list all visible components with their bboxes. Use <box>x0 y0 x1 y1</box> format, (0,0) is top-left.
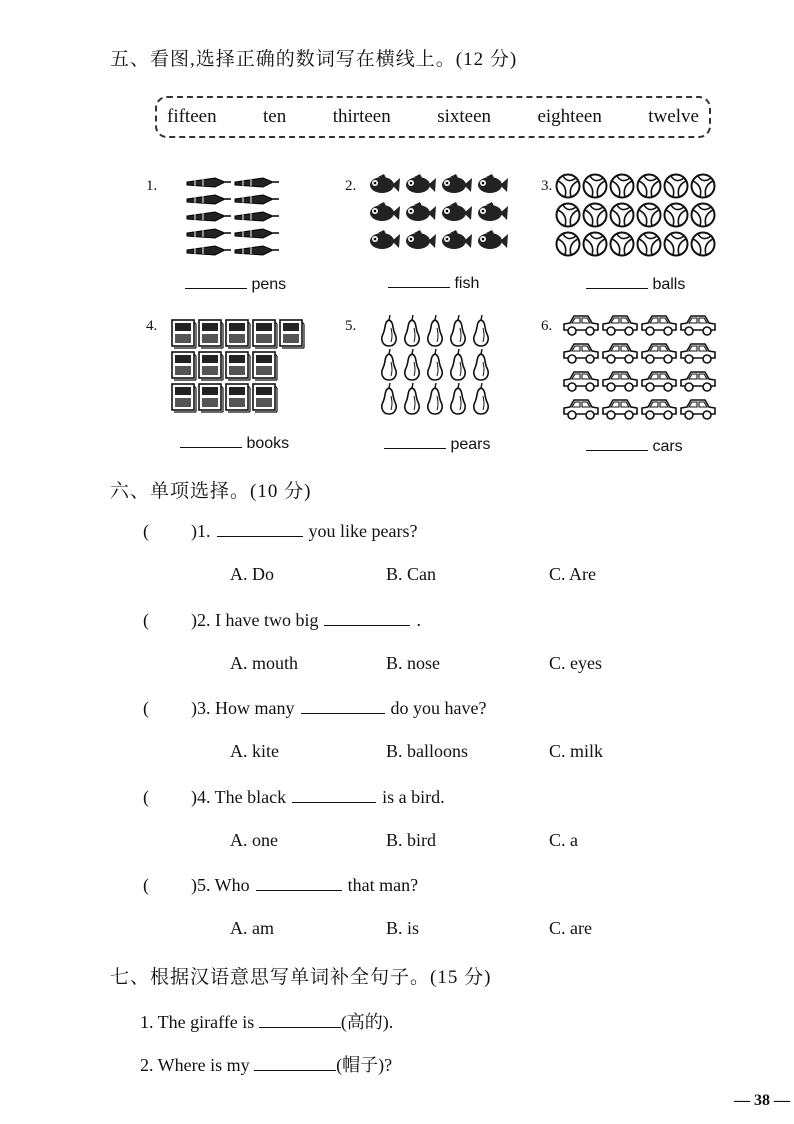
fish-icon <box>406 230 436 249</box>
car-icon <box>642 400 676 419</box>
blank[interactable] <box>254 1054 336 1071</box>
book-icon <box>172 352 196 380</box>
car-icon <box>642 316 676 335</box>
page-number: — 38 — <box>734 1092 790 1109</box>
pear-icon <box>451 383 465 414</box>
answer-paren-open[interactable]: ( <box>143 875 149 895</box>
answer-paren-close: ) <box>191 609 197 630</box>
volleyball-icon <box>638 175 661 198</box>
car-icon <box>564 372 598 391</box>
car-icon <box>681 400 715 419</box>
section-6-title: 六、单项选择。(10 分) <box>110 481 312 502</box>
sentence-start: 1. The giraffe is <box>140 1012 255 1032</box>
fill-item-2[interactable] <box>140 1051 392 1077</box>
fish-icon <box>370 202 400 221</box>
pen-icon <box>235 246 279 255</box>
section-7-title: 七、根据汉语意思写单词补全句子。(15 分) <box>110 967 492 988</box>
book-icon <box>199 352 223 380</box>
question-1 <box>143 520 417 542</box>
car-icon <box>642 344 676 363</box>
pen-icon <box>187 195 231 204</box>
question-text: 4. The black <box>197 786 287 807</box>
book-icon <box>253 320 277 348</box>
pear-icon <box>382 349 396 380</box>
answer-paren-open[interactable]: ( <box>143 521 149 541</box>
volleyball-icon <box>692 175 715 198</box>
car-icon <box>681 372 715 391</box>
option-c[interactable]: C. Are <box>549 564 596 584</box>
books-picture <box>170 318 310 416</box>
car-icon <box>603 372 637 391</box>
pear-icon <box>451 315 465 346</box>
pear-icon <box>428 383 442 414</box>
book-icon <box>253 384 277 412</box>
blank[interactable] <box>259 1011 341 1028</box>
option-b[interactable]: B. bird <box>386 829 437 850</box>
caption: books <box>246 435 290 452</box>
volleyball-icon <box>692 233 715 256</box>
option-c[interactable]: C. a <box>549 829 578 850</box>
pears-picture <box>378 314 496 414</box>
pen-icon <box>187 229 231 238</box>
volleyball-icon <box>584 204 607 227</box>
word-bank <box>155 96 711 138</box>
pen-icon <box>235 229 279 238</box>
book-icon <box>172 384 196 412</box>
caption: balls <box>652 276 686 293</box>
question-text-end: that man? <box>347 875 419 895</box>
fish-icon <box>478 202 508 221</box>
word-bank-item: eighteen <box>537 106 602 127</box>
book-icon <box>172 320 196 348</box>
question-text: 5. Who <box>197 875 250 895</box>
answer-paren-close: ) <box>191 698 197 718</box>
blank[interactable] <box>324 609 410 626</box>
fish-icon <box>442 230 472 249</box>
car-icon <box>681 344 715 363</box>
blank[interactable] <box>256 874 342 891</box>
fish-icon <box>370 230 400 249</box>
fish-icon <box>406 202 436 221</box>
volleyball-icon <box>611 204 634 227</box>
pear-icon <box>474 383 488 414</box>
chinese-hint: (高的). <box>340 1012 394 1032</box>
balls-picture <box>556 174 720 264</box>
word-bank-item: sixteen <box>437 106 492 127</box>
volleyball-icon <box>638 204 661 227</box>
fish-icon <box>370 174 400 193</box>
option-b[interactable]: B. balloons <box>386 741 469 761</box>
pear-icon <box>382 315 396 346</box>
option-c[interactable]: C. eyes <box>549 652 602 673</box>
pen-icon <box>235 212 279 221</box>
answer-line-pears[interactable] <box>384 432 490 454</box>
question-text-end: do you have? <box>390 698 487 718</box>
answer-paren-close: ) <box>191 786 197 807</box>
pear-icon <box>405 349 419 380</box>
section-5-title: 五、看图,选择正确的数词写在横线上。(12 分) <box>110 49 518 70</box>
car-icon <box>564 400 598 419</box>
item-number: 2. <box>345 178 357 194</box>
blank[interactable] <box>301 697 385 714</box>
caption: fish <box>454 275 480 292</box>
volleyball-icon <box>611 175 634 198</box>
pear-icon <box>428 315 442 346</box>
volleyball-icon <box>557 175 580 198</box>
word-bank-item: ten <box>263 106 287 127</box>
fish-icon <box>442 174 472 193</box>
volleyball-icon <box>557 233 580 256</box>
pen-icon <box>187 212 231 221</box>
item-number: 1. <box>146 178 158 194</box>
volleyball-icon <box>692 204 715 227</box>
book-icon <box>199 320 223 348</box>
volleyball-icon <box>638 233 661 256</box>
option-c[interactable]: C. milk <box>549 741 604 761</box>
car-icon <box>603 400 637 419</box>
pens-picture <box>185 176 280 264</box>
sentence-start: 2. Where is my <box>140 1055 250 1075</box>
book-icon <box>199 384 223 412</box>
blank[interactable] <box>185 272 247 289</box>
car-icon <box>603 316 637 335</box>
option-a[interactable]: A. am <box>230 918 274 938</box>
answer-paren-close: ) <box>191 875 197 895</box>
caption: pens <box>251 276 287 293</box>
question-3 <box>143 697 486 719</box>
answer-paren-open[interactable]: ( <box>143 698 149 718</box>
fish-picture <box>366 174 508 254</box>
cars-picture <box>562 312 720 424</box>
item-number: 5. <box>345 318 357 334</box>
option-a[interactable]: A. Do <box>230 564 274 584</box>
caption: pears <box>450 436 491 453</box>
blank[interactable] <box>586 434 648 451</box>
pen-icon <box>235 178 279 187</box>
pen-icon <box>187 178 231 187</box>
option-a[interactable]: A. mouth <box>230 652 299 673</box>
answer-line-balls[interactable] <box>586 272 685 294</box>
pear-icon <box>428 349 442 380</box>
pen-icon <box>235 195 279 204</box>
answer-line-books[interactable] <box>180 431 289 453</box>
fish-icon <box>406 174 436 193</box>
car-icon <box>564 316 598 335</box>
volleyball-icon <box>584 233 607 256</box>
fill-item-1[interactable] <box>140 1008 393 1034</box>
fish-icon <box>478 230 508 249</box>
car-icon <box>603 344 637 363</box>
book-icon <box>280 320 304 348</box>
car-icon <box>681 316 715 335</box>
fish-icon <box>442 202 472 221</box>
option-a[interactable]: A. one <box>230 829 278 850</box>
question-text-end: you like pears? <box>308 521 418 541</box>
pear-icon <box>405 383 419 414</box>
item-number: 4. <box>146 318 158 334</box>
word-bank-item: fifteen <box>167 106 217 127</box>
question-text-end: . <box>416 609 421 630</box>
answer-line-pens[interactable] <box>185 272 286 294</box>
caption: cars <box>652 438 683 455</box>
book-icon <box>253 352 277 380</box>
volleyball-icon <box>665 204 688 227</box>
option-b[interactable]: B. nose <box>386 652 440 673</box>
pen-icon <box>187 246 231 255</box>
book-icon <box>226 352 250 380</box>
answer-paren-open[interactable]: ( <box>143 786 149 807</box>
blank[interactable] <box>388 271 450 288</box>
question-5 <box>143 874 418 896</box>
question-text: 1. <box>197 521 211 541</box>
question-text-end: is a bird. <box>382 786 445 807</box>
question-text: 3. How many <box>197 698 295 718</box>
pear-icon <box>382 383 396 414</box>
volleyball-icon <box>665 233 688 256</box>
answer-line-fish[interactable] <box>388 271 479 293</box>
option-b[interactable]: B. Can <box>386 564 437 584</box>
pear-icon <box>474 349 488 380</box>
item-number: 3. <box>541 178 553 194</box>
blank[interactable] <box>180 431 242 448</box>
question-4 <box>143 786 445 808</box>
option-b[interactable]: B. is <box>386 918 420 938</box>
blank[interactable] <box>586 272 648 289</box>
pear-icon <box>405 315 419 346</box>
volleyball-icon <box>584 175 607 198</box>
fish-icon <box>478 174 508 193</box>
option-a[interactable]: A. kite <box>230 741 279 761</box>
item-number: 6. <box>541 318 553 334</box>
book-icon <box>226 320 250 348</box>
car-icon <box>564 344 598 363</box>
volleyball-icon <box>665 175 688 198</box>
option-c[interactable]: C. are <box>549 918 592 938</box>
question-2 <box>143 609 421 631</box>
word-bank-item: twelve <box>648 106 699 127</box>
word-bank-item: thirteen <box>332 106 391 127</box>
answer-line-cars[interactable] <box>586 434 683 456</box>
blank[interactable] <box>292 786 376 803</box>
pear-icon <box>451 349 465 380</box>
volleyball-icon <box>611 233 634 256</box>
chinese-hint: (帽子)? <box>336 1055 393 1075</box>
blank[interactable] <box>217 520 303 537</box>
answer-paren-close: ) <box>191 521 197 541</box>
book-icon <box>226 384 250 412</box>
pear-icon <box>474 315 488 346</box>
question-text: 2. I have two big <box>197 609 319 630</box>
blank[interactable] <box>384 432 446 449</box>
volleyball-icon <box>557 204 580 227</box>
car-icon <box>642 372 676 391</box>
answer-paren-open[interactable]: ( <box>143 609 149 630</box>
